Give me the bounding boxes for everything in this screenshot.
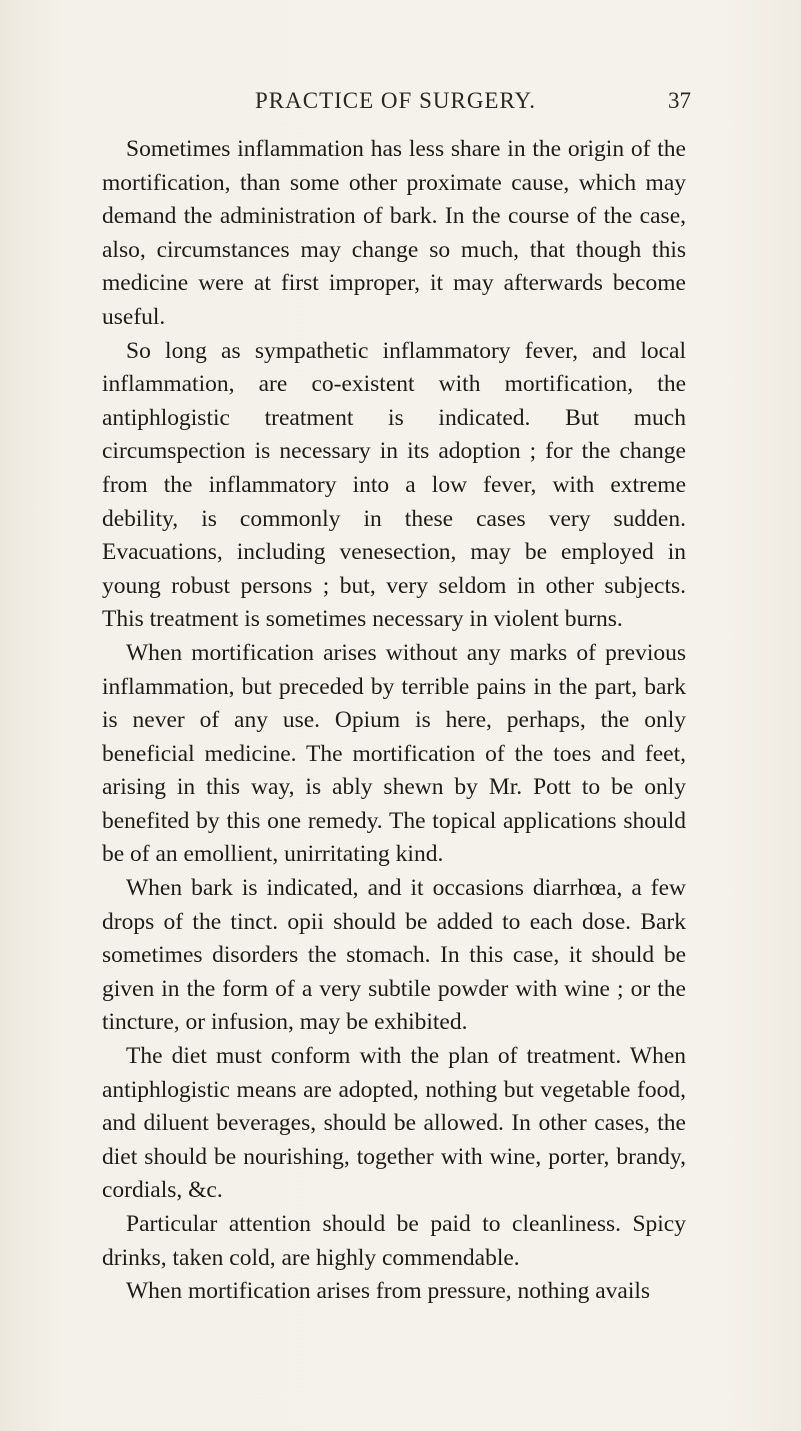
paragraph-cleanliness: Particular attention should be paid to cleanliness. Spicy drinks, taken cold, are highly commendable. (102, 1211, 686, 1271)
running-head-title: PRACTICE OF SURGERY. (255, 88, 536, 113)
paragraph-diet: The diet must conform with the plan of treatment. When antiphlogistic means are adopted, nothing but vegetable food, and diluent beverages, should be allowed. In other cases, the diet should be nourishing, together with wine, porter, brandy, cordials, &c. (102, 1043, 686, 1204)
paragraph-pressure: When mortification arises from pressure, nothing avails (126, 1278, 651, 1305)
running-head (0, 88, 801, 118)
paragraph-antiphlogistic-treatment: So long as sympathetic inflammatory fever, and local inflammation, are co-existent with mortification, the antiphlogistic treatment is indicated. But much circumspection is necessary in its adoption ; for the change from the inflammatory into a low fever, with extreme debility, is commonly in these cases very sudden. Evacuations, including venesection, may be employed in young robust persons ; but, very seldom in other subjects. This treatment is sometimes necessary in violent burns. (102, 337, 686, 633)
paragraph-bark-origin: Sometimes inflammation has less share in the origin of the mortification, than some other proximate cause, which may demand the administration of bark. In the course of the case, also, circumstances may change so much, that though this medicine were at first improper, it may afterwards become useful. (102, 136, 686, 330)
paragraph-bark-diarrhoea: When bark is indicated, and it occasions diarrhœa, a few drops of the tinct. opii should be added to each dose. Bark sometimes disorders the stomach. In this case, it should be given in the form of a very subtile powder with wine ; or the tincture, or infusion, may be exhibited. (102, 875, 686, 1036)
body-text (102, 133, 686, 1309)
page-number: 37 (668, 88, 691, 113)
paragraph-opium: When mortification arises without any marks of previous inflammation, but preceded by terrible pains in the part, bark is never of any use. Opium is here, perhaps, the only beneficial medicine. The mortification of the toes and feet, arising in this way, is ably shewn by Mr. Pott to be only benefited by this one remedy. The topical applications should be of an emollient, unirritating kind. (102, 639, 686, 868)
